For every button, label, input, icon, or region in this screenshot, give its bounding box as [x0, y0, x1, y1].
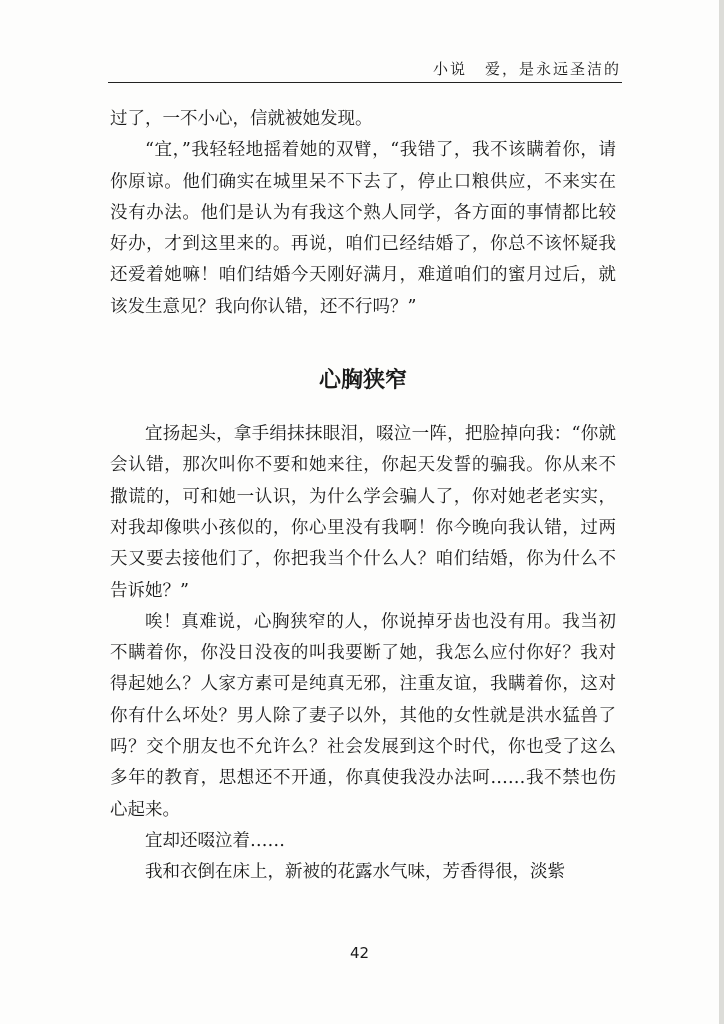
paragraph: “宜，”我轻轻地摇着她的双臂，“我错了，我不该瞒着你，请你原谅。他们确实在城里呆不下去了，停止口粮供应，不来实在没有办法。他们是认为有我这个熟人同学，各方面的事情都比较好办，才到这里来的。再说，咱们已经结婚了，你总不该怀疑我还爱着她嘛！咱们结婚今天刚好满月，难道咱们的蜜月过后，就该发生意见？我向你认错，还不行吗？”: [110, 140, 616, 317]
paragraph: 宜却还啜泣着……: [145, 830, 285, 851]
header-section: 小说: [432, 60, 467, 78]
paragraph: 我和衣倒在床上，新被的花露水气味，芳香得很，淡紫: [145, 862, 565, 883]
section-title: 心胸狭窄: [318, 368, 407, 394]
page-edge: [719, 0, 724, 1024]
body-text: [110, 104, 616, 889]
paragraph: 唉！真难说，心胸狭窄的人，你说掉牙齿也没有用。我当初不瞒着你，你没日没夜的叫我要断了她，我怎么应付你好？我对得起她么？人家方素可是纯真无邪，注重友谊，我瞒着你，这对你有什么坏处？男人除了妻子以外，其他的女性就是洪水猛兽了吗？交个朋友也不允许么？社会发展到这个时代，你也受了这么多年的教育，思想还不开通，你真使我没办法呵……我不禁也伤心起来。: [110, 611, 616, 820]
paragraph: 宜扬起头，拿手绢抹抹眼泪，啜泣一阵，把脸掉向我：“你就会认错，那次叫你不要和她来往，你起天发誓的骗我。你从来不撒谎的，可和她一认识，为什么学会骗人了，你对她老老实实，对我却像哄小孩似的，你心里没有我啊！你今晚向我认错，过两天又要去接他们了，你把我当个什么人？咱们结婚，你为什么不告诉她？”: [110, 424, 616, 601]
running-header: [108, 58, 621, 80]
header-title: 爱，是永远圣洁的: [484, 60, 621, 78]
header-rule: [108, 82, 622, 83]
page-number: 42: [349, 944, 370, 962]
paragraph: 过了，一不小心，信就被她发现。: [110, 109, 373, 129]
running-header-text: [433, 58, 621, 79]
